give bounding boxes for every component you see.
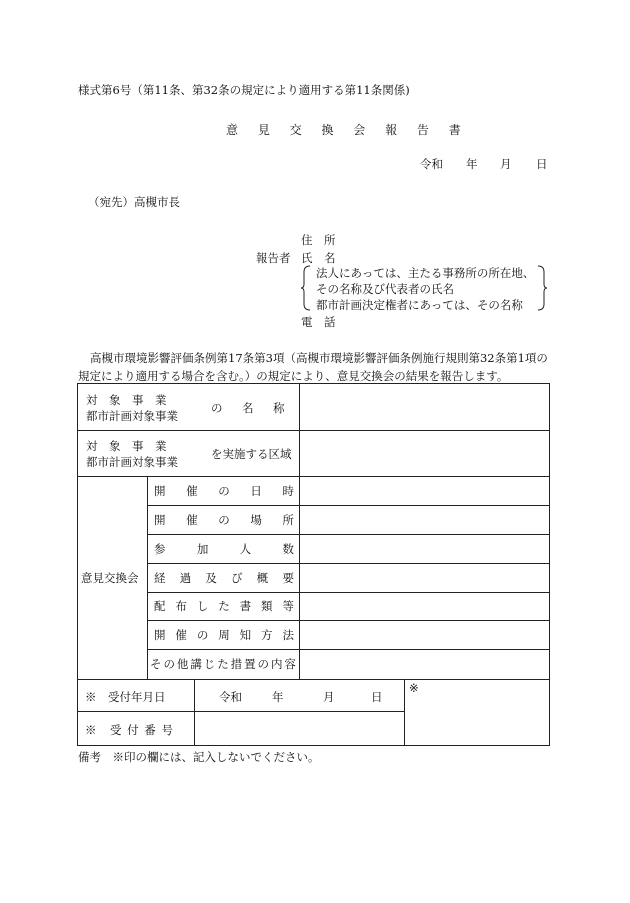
date-month: 月 <box>500 157 512 171</box>
note-line3: 都市計画決定権者にあっては、その名称 <box>316 298 523 312</box>
row2-label-b: 都市計画対象事業 <box>86 455 178 469</box>
reception-year: 年 <box>272 690 284 704</box>
reception-month: 月 <box>323 690 335 704</box>
reception-stamp-mark: ※ <box>409 681 419 695</box>
item-notice-value[interactable] <box>304 627 544 643</box>
item-notice-text: 開 催 の 周 知 方 法 <box>154 627 294 642</box>
addressee: （宛先）高槻市長 <box>88 195 180 209</box>
row1-suffix: の 名 称 <box>211 401 289 415</box>
reporter-label: 報告者 <box>256 251 291 265</box>
item-documents-text: 配 布 し た 書 類 等 <box>154 599 294 613</box>
form-number: 様式第6号（第11条、第32条の規定により適用する第11条関係) <box>78 83 410 97</box>
address-label: 住 所 <box>301 233 336 247</box>
reception-table <box>77 680 550 746</box>
item-date-label <box>154 476 294 505</box>
item-other-text: そ の 他 講 じ た 措 置 の 内 容 <box>150 657 296 671</box>
document-title: 意 見 交 換 会 報 告 書 <box>226 123 469 137</box>
right-bracket <box>537 265 547 311</box>
name-label: 氏 名 <box>301 251 336 265</box>
item-date-value[interactable] <box>304 483 544 499</box>
row2-suffix: を実施する区域 <box>211 447 292 461</box>
remarks: 備考 ※印の欄には、記入しないでください。 <box>78 750 320 764</box>
item-documents-label <box>154 592 294 620</box>
row1-label-a: 対 象 事 業 <box>86 393 167 407</box>
row1-value[interactable] <box>304 400 544 416</box>
item-other-label <box>150 649 296 679</box>
item-place-value[interactable] <box>304 512 544 528</box>
report-table <box>77 383 550 680</box>
group-label-meeting: 意見交換会 <box>81 571 139 585</box>
row2-label-a: 対 象 事 業 <box>86 439 167 453</box>
item-notice-label <box>154 620 294 649</box>
item-attendees-label <box>154 534 294 563</box>
item-place-label <box>154 505 294 534</box>
date-year: 年 <box>466 157 478 171</box>
item-attendees-value[interactable] <box>304 541 544 557</box>
left-bracket <box>301 265 311 311</box>
row2-value[interactable] <box>304 446 544 462</box>
item-summary-value[interactable] <box>304 570 544 586</box>
intro-line1: 高槻市環境影響評価条例第17条第3項（高槻市環境影響評価条例施行規則第32条第1項の <box>90 351 548 365</box>
note-line1: 法人にあっては、主たる事務所の所在地、 <box>316 266 535 280</box>
phone-label: 電 話 <box>301 315 336 329</box>
reception-day: 日 <box>371 690 383 704</box>
reception-number-label: ※ 受 付 番 号 <box>85 723 174 737</box>
row1-label-b: 都市計画対象事業 <box>86 409 178 423</box>
item-date-text: 開 催 の 日 時 <box>154 483 294 498</box>
item-documents-value[interactable] <box>304 598 544 614</box>
reception-era: 令和 <box>219 690 242 704</box>
reception-date-label: ※ 受付年月日 <box>85 690 166 704</box>
date-day: 日 <box>536 157 548 171</box>
item-summary-text: 経 過 及 び 概 要 <box>154 570 294 585</box>
item-summary-label <box>154 563 294 592</box>
item-other-value[interactable] <box>304 656 544 672</box>
item-attendees-text: 参 加 人 数 <box>154 541 294 556</box>
item-place-text: 開 催 の 場 所 <box>154 512 294 527</box>
date-era: 令和 <box>420 157 443 171</box>
note-line2: その名称及び代表者の氏名 <box>316 282 454 296</box>
intro-line2: 規定により適用する場合を含む。）の規定により、意見交換会の結果を報告します。 <box>78 369 509 383</box>
